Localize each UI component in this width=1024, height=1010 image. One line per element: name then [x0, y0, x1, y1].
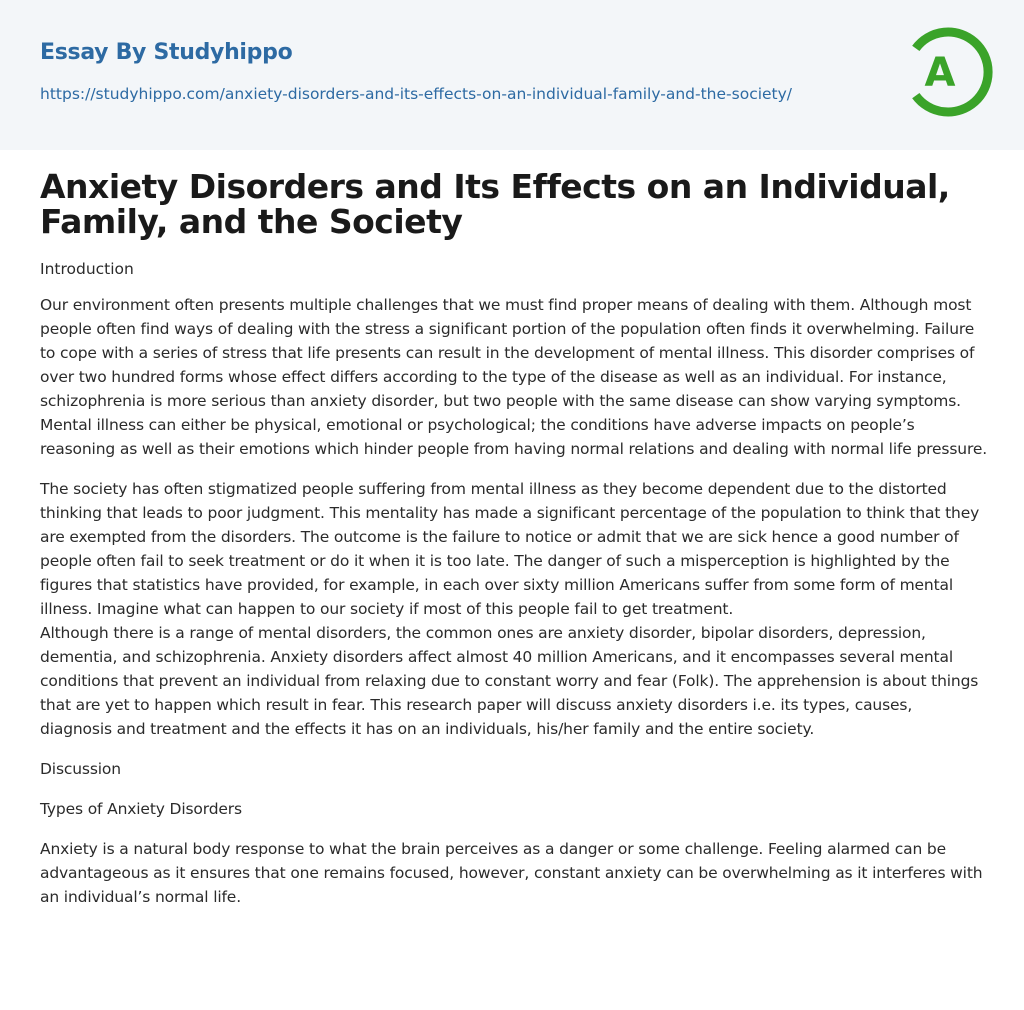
essay-url-link[interactable]: https://studyhippo.com/anxiety-disorders-and-its-effects-on-an-individual-family-and-the-society/ — [40, 85, 793, 103]
svg-text:A: A — [924, 50, 956, 96]
studyhippo-logo-icon[interactable] — [898, 24, 994, 120]
paragraph: Although there is a range of mental disorders, the common ones are anxiety disorder, bipolar disorders, depression, dementia, and schizophrenia. Anxiety disorders affect almost 40 million Americans, and it encompasses several mental conditions that prevent an individual from relaxing due to constant worry and fear (Folk). The apprehension is about things that are yet to happen which result in fear. This research paper will discuss anxiety disorders i.e. its types, causes, diagnosis and treatment and the effects it has on an individuals, his/her family and the entire society. — [40, 624, 979, 738]
page-title: Anxiety Disorders and Its Effects on an Individual, Family, and the Society — [40, 167, 950, 241]
section-heading-types: Types of Anxiety Disorders — [40, 800, 242, 818]
site-header — [0, 0, 1024, 150]
paragraph: The society has often stigmatized people suffering from mental illness as they become dependent due to the distorted thinking that leads to poor judgment. This mentality has made a significant percentage of the population to think that they are exempted from the disorders. The outcome is the failure to notice or admit that we are sick hence a good number of people often fail to seek treatment or do it when it is too late. The danger of such a misperception is highlighted by the figures that statistics have provided, for example, in each over sixty million Americans suffer from some form of mental illness. Imagine what can happen to our society if most of this people fail to get treatment. — [40, 480, 980, 618]
paragraph: Our environment often presents multiple challenges that we must find proper means of dealing with them. Although most people often find ways of dealing with the stress a significant portion of the population often finds it overwhelming. Failure to cope with a series of stress that life presents can result in the development of mental illness. This disorder comprises of over two hundred forms whose effect differs according to the type of the disease as well as an individual. For instance, schizophrenia is more serious than anxiety disorder, but two people with the same disease can show varying symptoms. Mental illness can either be physical, emotional or psychological; the conditions have adverse impacts on people’s reasoning as well as their emotions which hinder people from having normal relations and dealing with normal life pressure. — [40, 296, 987, 458]
paragraph: Anxiety is a natural body response to what the brain perceives as a danger or some challenge. Feeling alarmed can be advantageous as it ensures that one remains focused, however, constant anxiety can be overwhelming as it interferes with an individual’s normal life. — [40, 840, 983, 906]
section-heading-introduction: Introduction — [40, 260, 134, 278]
brand-title[interactable]: Essay By Studyhippo — [40, 40, 293, 65]
article — [40, 169, 988, 909]
section-heading-discussion: Discussion — [40, 760, 121, 778]
